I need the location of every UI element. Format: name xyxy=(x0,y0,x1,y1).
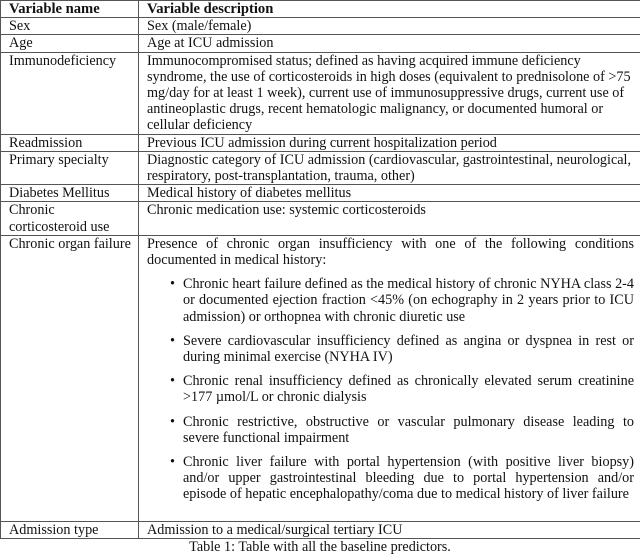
variable-description-cell: Diagnostic category of ICU admission (cardiovascular, gastrointestinal, neurological, respiratory, post-transplantation, trauma, other) xyxy=(139,151,640,184)
table-row xyxy=(1,52,640,134)
table-row xyxy=(1,18,640,35)
variable-description-cell: Medical history of diabetes mellitus xyxy=(139,185,640,202)
variable-description-cell: Sex (male/female) xyxy=(139,18,640,35)
table-row xyxy=(1,151,640,184)
table-header-row xyxy=(1,1,640,18)
variable-name-cell: Chronic organ failure xyxy=(1,235,139,521)
bullet-icon: • xyxy=(170,333,175,349)
variable-name-cell: Diabetes Mellitus xyxy=(1,185,139,202)
chronic-organ-failure-intro: Presence of chronic organ insufficiency with one of the following conditions documented in medical history: xyxy=(147,236,634,268)
condition-list xyxy=(147,276,634,502)
variable-description-cell: Admission to a medical/surgical tertiary ICU xyxy=(139,521,640,538)
bullet-icon: • xyxy=(170,414,175,430)
table-caption: Table 1: Table with all the baseline predictors. xyxy=(0,539,640,555)
condition-item: • Chronic restrictive, obstructive or vascular pulmonary disease leading to severe functional impairment xyxy=(183,414,634,446)
bullet-icon: • xyxy=(170,373,175,389)
variable-name-cell: Admission type xyxy=(1,521,139,538)
condition-item: • Chronic heart failure defined as the medical history of chronic NYHA class 2-4 or documented ejection fraction <45% (on echography in 2 years prior to ICU admission) or orthopnea with chronic diuretic use xyxy=(183,276,634,325)
variable-description-cell: Previous ICU admission during current hospitalization period xyxy=(139,134,640,151)
table-row xyxy=(1,35,640,52)
table-row xyxy=(1,185,640,202)
condition-item: • Chronic liver failure with portal hypertension (with positive liver biopsy) and/or upper gastrointestinal bleeding due to portal hypertension and/or episode of hepatic encephalopathy/coma due to medical history of liver failure xyxy=(183,454,634,503)
table-row xyxy=(1,235,640,521)
bullet-icon: • xyxy=(170,454,175,470)
table-row xyxy=(1,134,640,151)
header-variable-name: Variable name xyxy=(1,1,139,18)
variable-description-cell: Chronic medication use: systemic corticosteroids xyxy=(139,202,640,235)
variable-description-cell xyxy=(139,235,640,521)
variable-description-cell: Immunocompromised status; defined as having acquired immune deficiency syndrome, the use of corticosteroids in high doses (equivalent to prednisolone of >75 mg/day for at least 1 week), current use of immunosuppressive drugs, current use of antineoplastic drugs, recent hematologic malignancy, or documented humoral or cellular deficiency xyxy=(139,52,640,134)
bullet-icon: • xyxy=(170,276,175,292)
variable-name-cell: Chronic corticosteroid use xyxy=(1,202,139,235)
table-row xyxy=(1,202,640,235)
variable-name-cell: Immunodeficiency xyxy=(1,52,139,134)
variable-name-cell: Primary specialty xyxy=(1,151,139,184)
condition-item: • Severe cardiovascular insufficiency defined as angina or dyspnea in rest or during minimal exercise (NYHA IV) xyxy=(183,333,634,365)
variable-name-cell: Readmission xyxy=(1,134,139,151)
header-variable-description: Variable description xyxy=(139,1,640,18)
variable-description-cell: Age at ICU admission xyxy=(139,35,640,52)
variable-name-cell: Age xyxy=(1,35,139,52)
condition-item: • Chronic renal insufficiency defined as chronically elevated serum creatinine >177 µmol/L or chronic dialysis xyxy=(183,373,634,405)
variable-name-cell: Sex xyxy=(1,18,139,35)
